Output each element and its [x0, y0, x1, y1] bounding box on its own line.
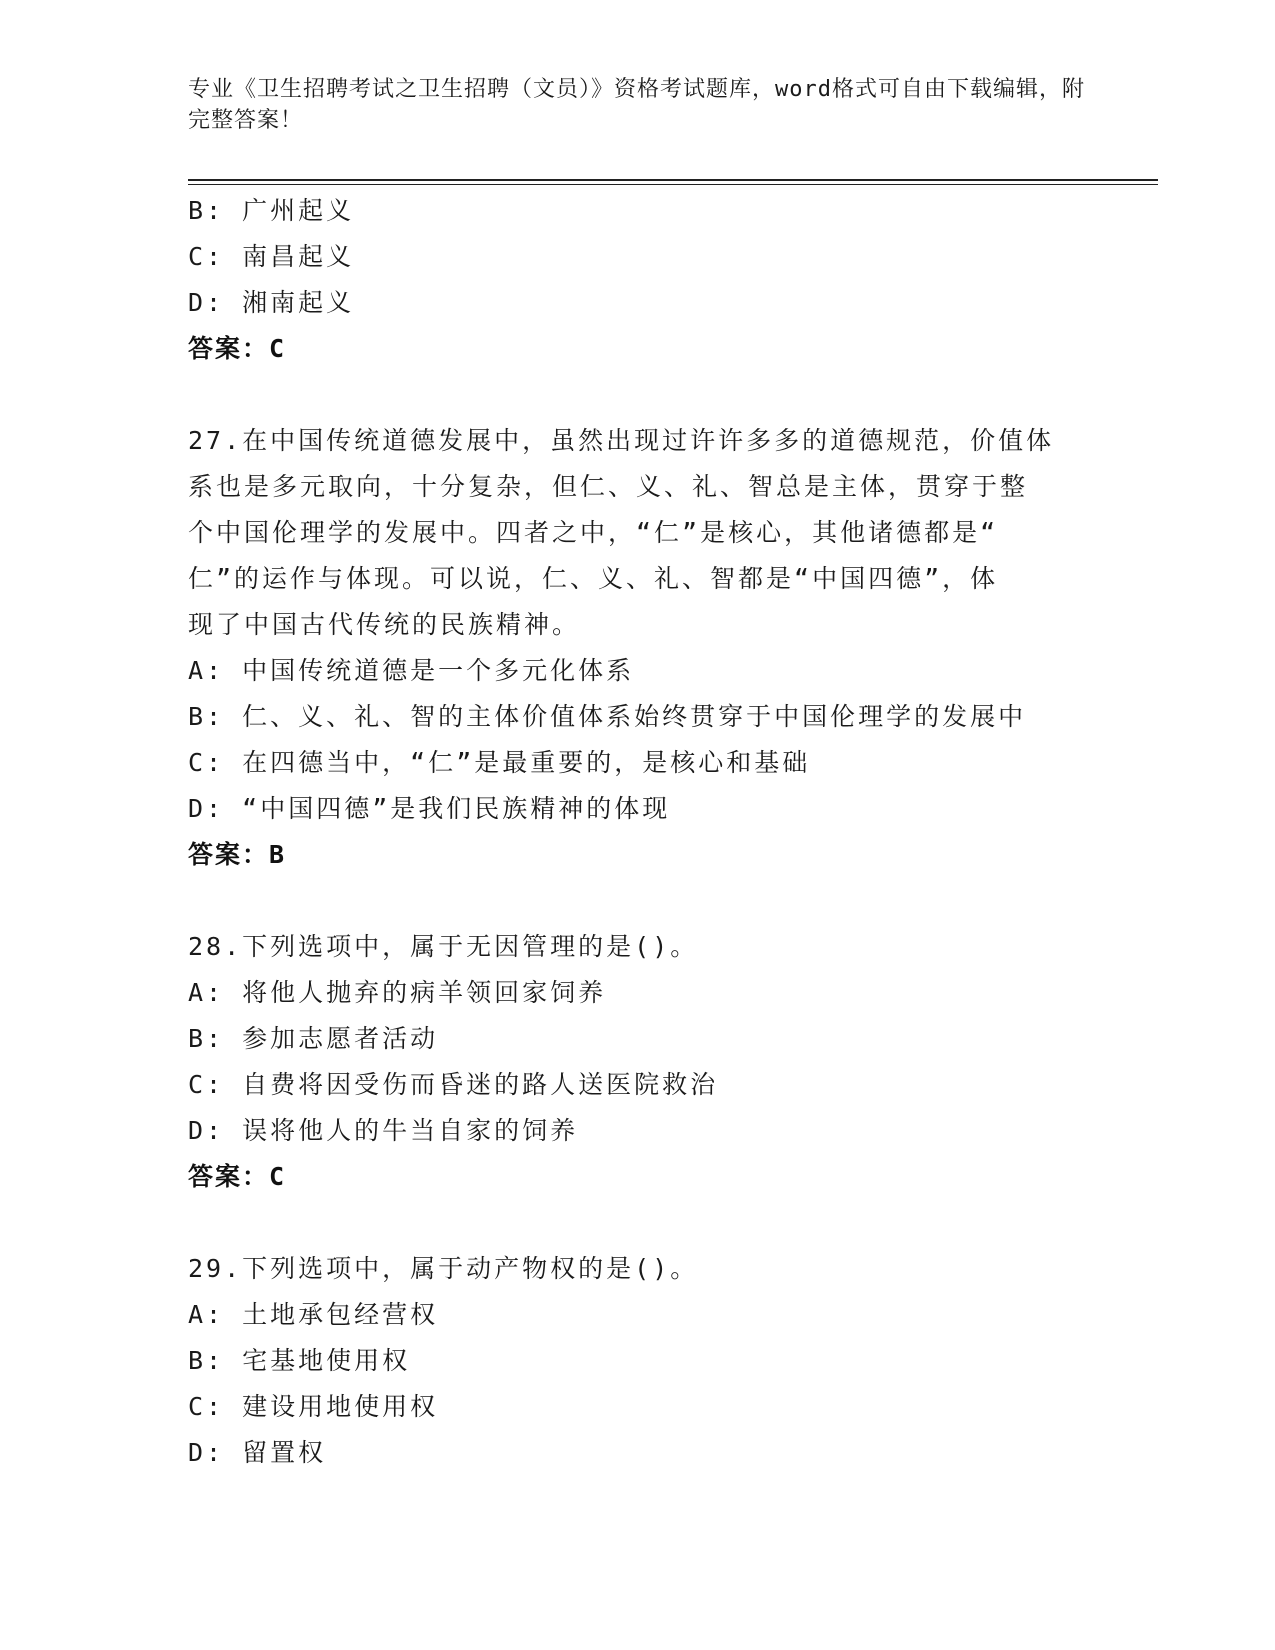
option-c: C: 自费将因受伤而昏迷的路人送医院救治	[188, 1070, 719, 1099]
spacer	[188, 878, 1088, 924]
question-stem-line: 27.在中国传统道德发展中，虽然出现过许许多多的道德规范，价值体	[188, 426, 1055, 455]
option-a: A: 土地承包经营权	[188, 1300, 439, 1329]
option-d: D: “中国四德”是我们民族精神的体现	[188, 794, 671, 823]
option-d: D: 湘南起义	[188, 288, 355, 317]
option-a: A: 将他人抛弃的病羊领回家饲养	[188, 978, 607, 1007]
option-b: B: 仁、义、礼、智的主体价值体系始终贯穿于中国伦理学的发展中	[188, 702, 1027, 731]
header-title: 专业《卫生招聘考试之卫生招聘（文员）》资格考试题库，word格式可自由下载编辑，附完整答案！	[188, 77, 1085, 133]
header-divider-thin	[188, 184, 1158, 185]
option-c: C: 建设用地使用权	[188, 1392, 439, 1421]
option-d: D: 留置权	[188, 1438, 327, 1467]
question-fragment	[188, 188, 1088, 372]
spacer	[188, 372, 1088, 418]
question-29	[188, 1246, 1088, 1476]
question-27	[188, 418, 1088, 878]
answer-line: 答案：C	[188, 334, 287, 363]
option-a: A: 中国传统道德是一个多元化体系	[188, 656, 635, 685]
answer-line: 答案：B	[188, 840, 287, 869]
question-28	[188, 924, 1088, 1200]
question-stem-line: 29.下列选项中，属于动产物权的是()。	[188, 1254, 699, 1283]
header-divider-thick	[188, 179, 1158, 181]
option-c: C: 南昌起义	[188, 242, 355, 271]
option-b: B: 广州起义	[188, 196, 355, 225]
answer-line: 答案：C	[188, 1162, 287, 1191]
option-b: B: 宅基地使用权	[188, 1346, 411, 1375]
document-header	[188, 74, 1088, 136]
option-b: B: 参加志愿者活动	[188, 1024, 439, 1053]
question-stem-line: 系也是多元取向，十分复杂，但仁、义、礼、智总是主体，贯穿于整	[188, 472, 1029, 501]
question-stem-line: 仁”的运作与体现。可以说，仁、义、礼、智都是“中国四德”，体	[188, 564, 999, 593]
question-content	[188, 188, 1088, 1476]
spacer	[188, 1200, 1088, 1246]
question-stem-line: 现了中国古代传统的民族精神。	[188, 610, 581, 639]
option-d: D: 误将他人的牛当自家的饲养	[188, 1116, 579, 1145]
question-stem-line: 28.下列选项中，属于无因管理的是()。	[188, 932, 699, 961]
option-c: C: 在四德当中，“仁”是最重要的，是核心和基础	[188, 748, 811, 777]
question-stem-line: 个中国伦理学的发展中。四者之中，“仁”是核心，其他诸德都是“	[188, 518, 999, 547]
